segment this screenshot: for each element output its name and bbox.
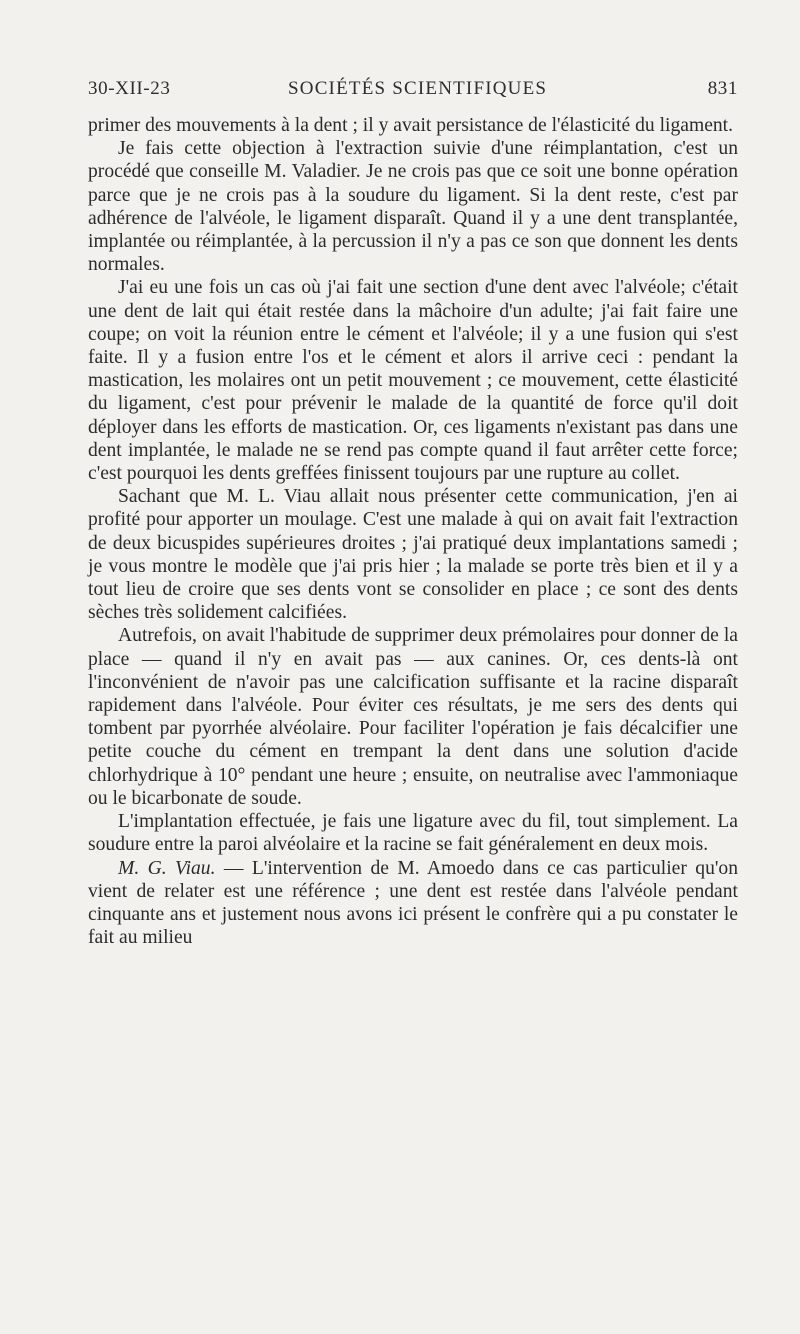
paragraph-7 <box>88 857 738 950</box>
paragraph-1 <box>88 114 738 137</box>
paragraph-4 <box>88 485 738 624</box>
paragraph-2 <box>88 137 738 276</box>
page-number: 831 <box>707 78 738 99</box>
paragraph-5-text: Autrefois, on avait l'habitude de supprimer deux prémolaires pour donner de la place — quand il n'y en avait pas — aux canines. Or, ces dents-là ont l'inconvénient de n'avoir pas une calcification suffisante et la racine disparaît rapidement dans l'alvéole. Pour éviter ces résultats, je me sers des dents qui tombent par pyorrhée alvéolaire. Pour faciliter l'opération je fais décalcifier une petite couche du cément en trempant la dent dans une solution d'acide chlorhydrique à 10° pendant une heure ; ensuite, on neutralise avec l'ammoniaque ou le bicarbonate de soude. <box>88 625 738 809</box>
speaker-name: M. G. Viau. <box>118 857 216 879</box>
header-section-title: SOCIÉTÉS SCIENTIFIQUES <box>288 78 548 99</box>
paragraph-5 <box>88 624 738 810</box>
paragraph-4-text: Sachant que M. L. Viau allait nous présenter cette communication, j'en ai profité pour apporter un moulage. C'est une malade à qui on avait fait l'extraction de deux bicuspides supérieures droites ; j'ai pratiqué deux implantations samedi ; je vous montre le modèle que j'ai pris hier ; la malade se porte très bien et il y a tout lieu de croire que ses dents vont se consolider en place ; ce sont des dents sèches très solidement calcifiées. <box>88 486 738 624</box>
header-date: 30-XII-23 <box>88 78 171 99</box>
body-text <box>88 114 738 949</box>
running-header <box>88 78 738 104</box>
paragraph-6 <box>88 810 738 856</box>
paragraph-2-text: Je fais cette objection à l'extraction suivie d'une réimplantation, c'est un procédé que conseille M. Valadier. Je ne crois pas que ce soit une bonne opération parce que je ne crois pas à la soudure du ligament. Si la dent reste, c'est par adhérence de l'alvéole, le ligament disparaît. Quand il y a une dent transplantée, implantée ou réimplantée, à la percussion il n'y a pas ce son que donnent les dents normales. <box>88 138 738 276</box>
paragraph-7-text: — L'intervention de M. Amoedo dans ce cas particulier qu'on vient de relater est une référence ; une dent est restée dans l'alvéole pendant cinquante ans et justement nous avons ici présent le confrère qui a pu constater le fait au milieu <box>88 857 738 949</box>
paragraph-1-text: primer des mouvements à la dent ; il y avait persistance de l'élasticité du ligament. <box>88 115 734 136</box>
paragraph-3 <box>88 276 738 485</box>
paragraph-3-text: J'ai eu une fois un cas où j'ai fait une section d'une dent avec l'alvéole; c'était une dent de lait qui était restée dans la mâchoire d'un adulte; j'ai fait faire une coupe; on voit la réunion entre le cément et l'alvéole; il y a une fusion qui s'est faite. Il y a fusion entre l'os et le cément et alors il arrive ceci : pendant la mastication, les molaires ont un petit mouvement ; ce mouvement, cette élasticité du ligament, c'est pour prévenir le malade de la quantité de force qu'il doit déployer dans les efforts de mastication. Or, ces ligaments n'existant pas dans une dent implantée, le malade ne se rend pas compte quand il faut arrêter cette force; c'est pourquoi les dents greffées finissent toujours par une rupture au collet. <box>88 277 738 485</box>
paragraph-6-text: L'implantation effectuée, je fais une ligature avec du fil, tout simplement. La soudure entre la paroi alvéolaire et la racine se fait généralement en deux mois. <box>88 811 738 856</box>
